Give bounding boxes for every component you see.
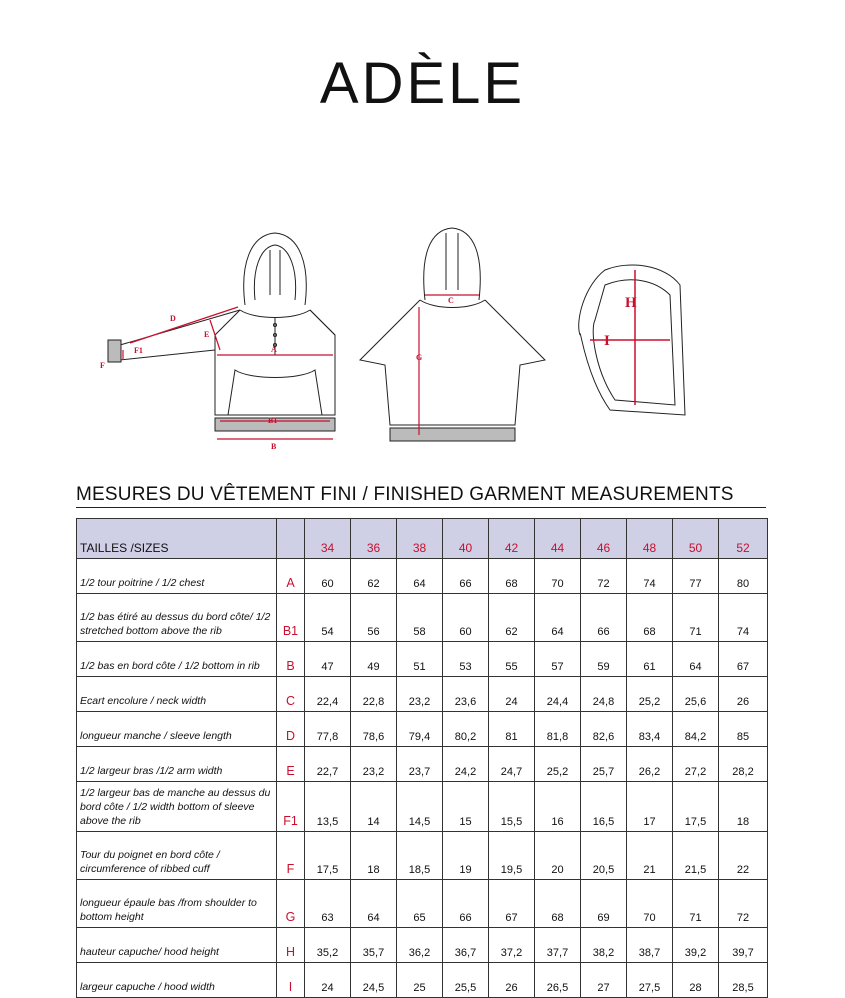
measurement-label: longueur épaule bas /from shoulder to bottom height	[77, 880, 277, 928]
size-header: 38	[397, 519, 443, 559]
measurement-value: 64	[673, 642, 719, 677]
diagram-label-b1: B1	[268, 416, 278, 425]
measurement-value: 68	[627, 594, 673, 642]
measurement-value: 35,2	[305, 928, 351, 963]
measurement-value: 25,5	[443, 963, 489, 998]
measurement-value: 74	[627, 559, 673, 594]
diagram-label-h: H	[625, 295, 637, 311]
measurements-table	[76, 518, 768, 998]
size-header: 50	[673, 519, 719, 559]
measurement-value: 66	[443, 880, 489, 928]
measurement-value: 54	[305, 594, 351, 642]
measurement-value: 15	[443, 782, 489, 832]
measurement-value: 65	[397, 880, 443, 928]
measurement-value: 21	[627, 832, 673, 880]
measurement-value: 22,4	[305, 677, 351, 712]
measurement-value: 20	[535, 832, 581, 880]
diagram-label-i: I	[604, 333, 610, 349]
measurement-value: 25,2	[535, 747, 581, 782]
measurement-value: 66	[443, 559, 489, 594]
letter-header-cell	[277, 519, 305, 559]
measurement-value: 24	[305, 963, 351, 998]
measurement-value: 81,8	[535, 712, 581, 747]
measurement-value: 23,2	[397, 677, 443, 712]
measurement-value: 71	[673, 594, 719, 642]
measurement-value: 85	[719, 712, 768, 747]
measurement-value: 26	[719, 677, 768, 712]
measurement-value: 67	[489, 880, 535, 928]
table-row	[77, 594, 768, 642]
measurement-value: 60	[305, 559, 351, 594]
size-header: 52	[719, 519, 768, 559]
measurement-letter: C	[277, 677, 305, 712]
measurement-value: 70	[535, 559, 581, 594]
measurement-value: 66	[581, 594, 627, 642]
table-row	[77, 712, 768, 747]
measurement-value: 18	[351, 832, 397, 880]
measurement-value: 62	[489, 594, 535, 642]
measurement-value: 49	[351, 642, 397, 677]
table-row	[77, 642, 768, 677]
measurement-value: 23,6	[443, 677, 489, 712]
measurement-label: 1/2 tour poitrine / 1/2 chest	[77, 559, 277, 594]
measurement-letter: H	[277, 928, 305, 963]
measurement-value: 19	[443, 832, 489, 880]
measurement-value: 51	[397, 642, 443, 677]
measurement-value: 71	[673, 880, 719, 928]
measurement-value: 82,6	[581, 712, 627, 747]
measurement-letter: D	[277, 712, 305, 747]
back-view-drawing	[360, 228, 545, 441]
table-row	[77, 747, 768, 782]
diagram-label-e: E	[204, 330, 210, 339]
diagram-label-d: D	[170, 314, 176, 323]
measurement-value: 19,5	[489, 832, 535, 880]
table-row	[77, 782, 768, 832]
measurement-value: 17,5	[305, 832, 351, 880]
measurement-value: 28,2	[719, 747, 768, 782]
diagram-label-c: C	[448, 296, 454, 305]
measurement-value: 39,2	[673, 928, 719, 963]
measurement-value: 77	[673, 559, 719, 594]
measurement-value: 28	[673, 963, 719, 998]
measurement-value: 26,5	[535, 963, 581, 998]
measurement-value: 20,5	[581, 832, 627, 880]
measurement-label: Ecart encolure / neck width	[77, 677, 277, 712]
measurement-value: 24,4	[535, 677, 581, 712]
measurement-value: 16	[535, 782, 581, 832]
measurement-value: 63	[305, 880, 351, 928]
measurement-value: 24,5	[351, 963, 397, 998]
measurement-value: 24,8	[581, 677, 627, 712]
measurement-value: 84,2	[673, 712, 719, 747]
measurement-value: 38,7	[627, 928, 673, 963]
table-header-row	[77, 519, 768, 559]
table-row	[77, 832, 768, 880]
measurement-label: 1/2 largeur bas de manche au dessus du bord côte / 1/2 width bottom of sleeve above the rib	[77, 782, 277, 832]
measurement-value: 59	[581, 642, 627, 677]
measurement-value: 53	[443, 642, 489, 677]
measurement-value: 35,7	[351, 928, 397, 963]
measurement-value: 27	[581, 963, 627, 998]
size-header: 42	[489, 519, 535, 559]
size-header: 40	[443, 519, 489, 559]
measurement-letter: B1	[277, 594, 305, 642]
measurement-value: 68	[535, 880, 581, 928]
diagram-label-g: G	[416, 353, 423, 362]
section-divider	[76, 507, 766, 508]
measurement-value: 64	[397, 559, 443, 594]
measurement-value: 25,2	[627, 677, 673, 712]
table-row	[77, 928, 768, 963]
measurement-value: 64	[535, 594, 581, 642]
measurement-label: 1/2 bas étiré au dessus du bord côte/ 1/2 stretched bottom above the rib	[77, 594, 277, 642]
diagram-label-b: B	[271, 442, 277, 451]
measurement-value: 28,5	[719, 963, 768, 998]
size-header: 48	[627, 519, 673, 559]
measurement-value: 18	[719, 782, 768, 832]
measurement-value: 27,5	[627, 963, 673, 998]
measurement-value: 17	[627, 782, 673, 832]
measurement-value: 24,2	[443, 747, 489, 782]
size-header: 34	[305, 519, 351, 559]
measurement-value: 22,7	[305, 747, 351, 782]
measurement-value: 18,5	[397, 832, 443, 880]
measurement-value: 77,8	[305, 712, 351, 747]
measurement-value: 60	[443, 594, 489, 642]
measurement-value: 21,5	[673, 832, 719, 880]
measurement-value: 13,5	[305, 782, 351, 832]
measurement-value: 23,7	[397, 747, 443, 782]
measurement-value: 37,2	[489, 928, 535, 963]
measurement-value: 58	[397, 594, 443, 642]
measurement-value: 72	[719, 880, 768, 928]
measurement-value: 81	[489, 712, 535, 747]
measurement-value: 74	[719, 594, 768, 642]
measurement-value: 64	[351, 880, 397, 928]
measurement-value: 80	[719, 559, 768, 594]
front-view-drawing	[108, 233, 335, 431]
measurement-value: 22,8	[351, 677, 397, 712]
measurement-value: 25	[397, 963, 443, 998]
measurement-value: 68	[489, 559, 535, 594]
table-row	[77, 677, 768, 712]
measurement-value: 72	[581, 559, 627, 594]
measurement-letter: A	[277, 559, 305, 594]
measurement-letter: F1	[277, 782, 305, 832]
measurement-value: 14,5	[397, 782, 443, 832]
measurement-value: 55	[489, 642, 535, 677]
size-header: 36	[351, 519, 397, 559]
measurement-value: 80,2	[443, 712, 489, 747]
size-header: 46	[581, 519, 627, 559]
measurement-label: 1/2 bas en bord côte / 1/2 bottom in rib	[77, 642, 277, 677]
garment-technical-drawings	[90, 225, 710, 455]
measurement-value: 56	[351, 594, 397, 642]
measurement-label: largeur capuche / hood width	[77, 963, 277, 998]
measurement-value: 62	[351, 559, 397, 594]
measurement-label: 1/2 largeur bras /1/2 arm width	[77, 747, 277, 782]
measurement-value: 15,5	[489, 782, 535, 832]
measurement-value: 14	[351, 782, 397, 832]
measurement-value: 37,7	[535, 928, 581, 963]
measurement-value: 79,4	[397, 712, 443, 747]
measurement-value: 57	[535, 642, 581, 677]
measurement-value: 69	[581, 880, 627, 928]
table-row	[77, 880, 768, 928]
measurement-letter: G	[277, 880, 305, 928]
table-row	[77, 559, 768, 594]
diagram-label-a: A	[271, 345, 277, 354]
measurement-value: 26,2	[627, 747, 673, 782]
measurement-letter: F	[277, 832, 305, 880]
measurement-value: 61	[627, 642, 673, 677]
measurement-value: 17,5	[673, 782, 719, 832]
measurement-value: 70	[627, 880, 673, 928]
measurement-value: 78,6	[351, 712, 397, 747]
measurement-value: 24	[489, 677, 535, 712]
measurement-value: 39,7	[719, 928, 768, 963]
measurement-label: hauteur capuche/ hood height	[77, 928, 277, 963]
measurement-value: 24,7	[489, 747, 535, 782]
measurement-value: 27,2	[673, 747, 719, 782]
measurement-value: 25,7	[581, 747, 627, 782]
diagram-label-f: F	[100, 361, 105, 370]
diagram-label-f1: F1	[134, 346, 143, 355]
measurement-value: 25,6	[673, 677, 719, 712]
measurement-value: 47	[305, 642, 351, 677]
measurement-value: 83,4	[627, 712, 673, 747]
measurement-value: 38,2	[581, 928, 627, 963]
measurement-letter: B	[277, 642, 305, 677]
measurement-value: 26	[489, 963, 535, 998]
brand-title: ADÈLE	[319, 51, 526, 116]
measurement-label: longueur manche / sleeve length	[77, 712, 277, 747]
section-title: MESURES DU VÊTEMENT FINI / FINISHED GARMENT MEASUREMENTS	[76, 484, 734, 505]
measurement-label: Tour du poignet en bord côte / circumference of ribbed cuff	[77, 832, 277, 880]
measurement-value: 36,7	[443, 928, 489, 963]
measurement-letter: I	[277, 963, 305, 998]
sizes-header-label: TAILLES /SIZES	[77, 519, 277, 559]
table-row	[77, 963, 768, 998]
measurement-value: 22	[719, 832, 768, 880]
measurement-letter: E	[277, 747, 305, 782]
measurement-value: 23,2	[351, 747, 397, 782]
measurement-value: 16,5	[581, 782, 627, 832]
measurement-value: 67	[719, 642, 768, 677]
measurement-value: 36,2	[397, 928, 443, 963]
size-header: 44	[535, 519, 581, 559]
